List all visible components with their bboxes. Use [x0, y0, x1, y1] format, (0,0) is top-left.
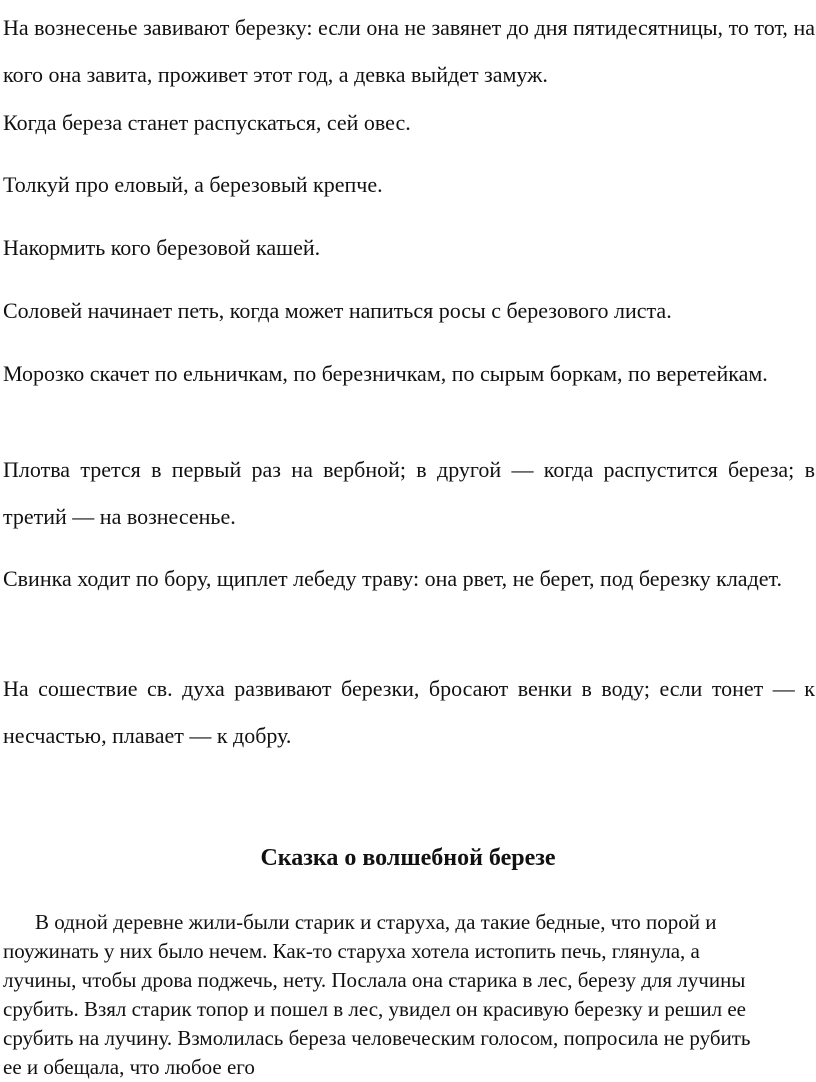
proverb-paragraph-8: Свинка ходит по бору, щиплет лебеду траву: она рвет, не берет, под березку кладет. — [3, 566, 782, 591]
proverb-paragraph-2: Когда береза станет распускаться, сей овес. — [3, 110, 411, 135]
story-title: Сказка о волшебной березе — [260, 845, 556, 871]
proverb-paragraph-3: Толкуй про еловый, а березовый крепче. — [3, 172, 383, 197]
proverb-paragraph-5: Соловей начинает петь, когда может напиться росы с березового листа. — [3, 298, 672, 323]
proverb-paragraph-7: Плотва трется в первый раз на вербной; в другой — когда распустится береза; в третий — на вознесенье. — [3, 457, 815, 529]
proverb-paragraph-1: На вознесенье завивают березку: если она не завянет до дня пятидесятницы, то тот, на кого она завита, проживет этот год, а девка выйдет замуж. — [3, 15, 815, 87]
proverb-paragraph-9: На сошествие св. духа развивают березки, бросают венки в воду; если тонет — к несчастью, плавает — к добру. — [3, 676, 815, 748]
proverb-paragraph-6: Морозко скачет по ельничкам, по березничкам, по сырым боркам, по веретейкам. — [3, 361, 768, 386]
proverb-paragraph-4: Накормить кого березовой кашей. — [3, 235, 321, 260]
story-text: В одной деревне жили-были старик и старуха, да такие бедные, что порой и поужинать у них было нечем. Как-то старуха хотела истопить печь, глянула, а лучины, чтобы дрова поджечь, нету. Послала она старика в лес, березу для лучины срубить. Взял старик топор и пошел в лес, увидел он красивую березку и решил ее срубить на лучину. Взмолилась береза человеческим голосом, попросила не рубить ее и обещала, что любое его — [3, 910, 751, 1079]
